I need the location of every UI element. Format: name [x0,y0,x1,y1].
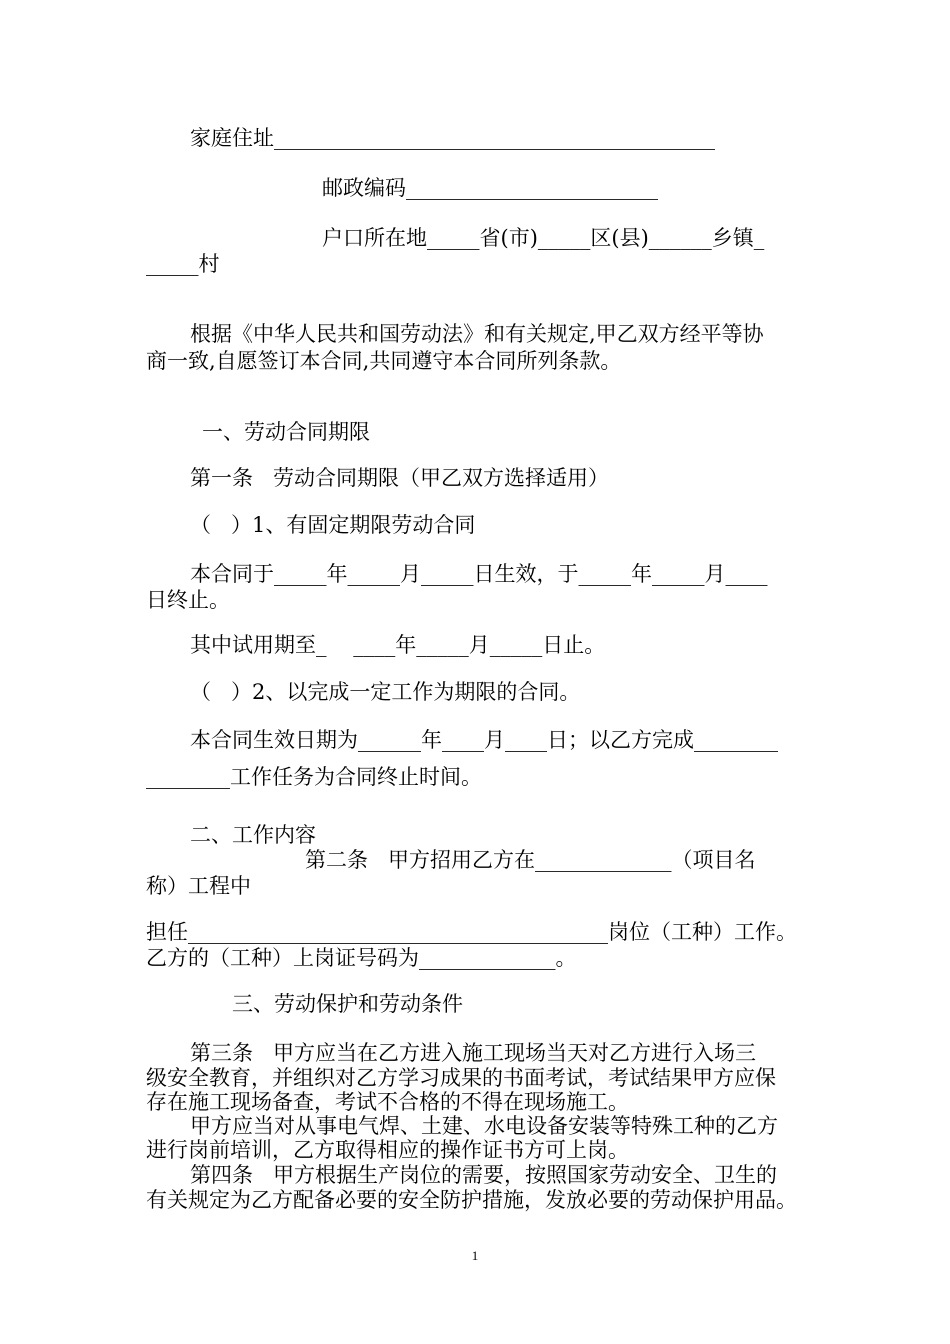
fixed-term-line-2: 日终止。 [146,588,230,612]
hukou-line-2: _____村 [146,252,220,276]
intro-line-1: 根据《中华人民共和国劳动法》和有关规定,甲乙双方经平等协 [190,322,764,346]
article-4-line-2: 有关规定为乙方配备必要的安全防护措施，发放必要的劳动保护用品。 [146,1188,797,1212]
probation-line: 其中试用期至_ ____年_____月_____日止。 [190,633,606,657]
option-1-fixed-term: （ ）1、有固定期限劳动合同 [190,513,476,537]
postcode-line: 邮政编码________________________ [322,176,658,200]
home-address-line: 家庭住址__________________________________________ [190,126,715,150]
hukou-line-1: 户口所在地_____省(市)_____区(县)______乡镇_ [322,226,765,250]
intro-line-2: 商一致,自愿签订本合同,共同遵守本合同所列条款。 [146,349,622,373]
article-2-line-1: 第二条 甲方招用乙方在_____________（项目名 [305,848,756,872]
article-3-line-1: 第三条 甲方应当在乙方进入施工现场当天对乙方进行入场三 [190,1041,757,1065]
page-number: 1 [471,1248,479,1263]
post-line-2: 乙方的（工种）上岗证号码为_____________。 [146,946,577,970]
fixed-term-line-1: 本合同于_____年_____月_____日生效，于_____年_____月____ [190,562,768,586]
article-3-line-3: 存在施工现场备查，考试不合格的不得在现场施工。 [146,1090,629,1114]
section-3-heading: 三、劳动保护和劳动条件 [232,992,463,1016]
option-2-task-term: （ ）2、以完成一定工作为期限的合同。 [190,680,581,704]
section-2-heading: 二、工作内容 [190,823,316,847]
special-trades-line-2: 进行岗前培训，乙方取得相应的操作证书方可上岗。 [146,1138,629,1162]
special-trades-line-1: 甲方应当对从事电气焊、土建、水电设备安装等特殊工种的乙方 [190,1114,778,1138]
article-3-line-2: 级安全教育，并组织对乙方学习成果的书面考试，考试结果甲方应保 [146,1066,776,1090]
article-1: 第一条 劳动合同期限（甲乙双方选择适用） [190,466,610,490]
article-2-line-2: 称）工程中 [146,874,251,898]
task-term-line-2: ________工作任务为合同终止时间。 [146,765,482,789]
task-term-line-1: 本合同生效日期为______年____月____日；以乙方完成________ [190,728,778,752]
section-1-heading: 一、劳动合同期限 [202,420,370,444]
post-line-1: 担任________________________________________岗位（工种）工作。 [146,920,797,944]
article-4-line-1: 第四条 甲方根据生产岗位的需要，按照国家劳动安全、卫生的 [190,1163,778,1187]
